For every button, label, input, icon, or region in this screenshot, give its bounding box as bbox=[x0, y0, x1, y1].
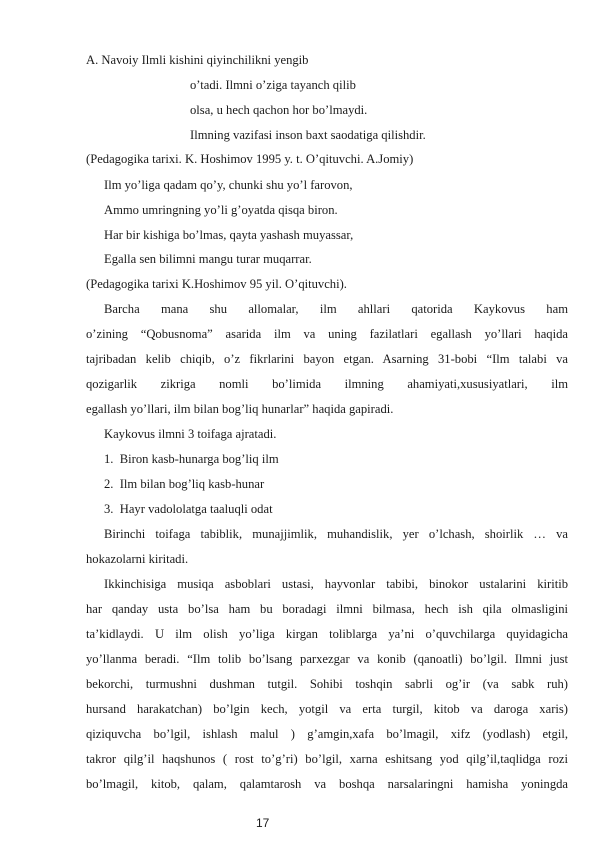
poem-line: Ammo umringning yo’li g’oyatda qisqa biron. bbox=[104, 203, 338, 217]
paragraph-line: Barcha mana shu allomalar, ilm ahllari qatorida Kaykovus ham bbox=[104, 302, 568, 316]
page-number: 17 bbox=[256, 816, 270, 830]
quote-line: o’tadi. Ilmni o’ziga tayanch qilib bbox=[190, 78, 356, 92]
paragraph-line: har qanday usta bo’lsa ham bu boradagi ilmni bilmasa, hech ish qila olmasligini bbox=[86, 602, 568, 616]
poem-line: Ilm yo’liga qadam qo’y, chunki shu yo’l farovon, bbox=[104, 178, 353, 192]
paragraph-line: qozigarlik zikriga nomli bo’limida ilmning ahamiyati,xususiyatlari, ilm bbox=[86, 377, 568, 391]
poem-line: Har bir kishiga bo’lmas, qayta yashash muyassar, bbox=[104, 228, 354, 242]
paragraph-line: egallash yo’llari, ilm bilan bog’liq hunarlar” haqida gapiradi. bbox=[86, 402, 394, 416]
paragraph-line: bekorchi, turmushni dushman tutgil. Sohibi toshqin sabrli og’ir (va sabk ruh) bbox=[86, 677, 568, 691]
quote-line: olsa, u hech qachon hor bo’lmaydi. bbox=[190, 103, 368, 117]
list-item: 2. Ilm bilan bog’liq kasb-hunar bbox=[104, 477, 265, 491]
paragraph-line: tajribadan kelib chiqib, o’z fikrlarini bayon etgan. Asarning 31-bobi “Ilm talabi va bbox=[86, 352, 568, 366]
paragraph-line: Ikkinchisiga musiqa asboblari ustasi, hayvonlar tabibi, binokor ustalarini kiritib bbox=[104, 577, 568, 591]
paragraph-line: hursand harakatchan) bo’lgin kech, yotgil va erta turgil, kitob va daroga xaris) bbox=[86, 702, 568, 716]
quote-line-navoiy: A. Navoiy Ilmli kishini qiyinchilikni yengib bbox=[86, 53, 309, 67]
citation: (Pedagogika tarixi K.Hoshimov 95 yil. O’qituvchi). bbox=[86, 277, 347, 291]
paragraph-line: hokazolarni kiritadi. bbox=[86, 552, 189, 566]
paragraph-line: o’zining “Qobusnoma” asarida ilm va uning fazilatlari egallash yo’llari haqida bbox=[86, 327, 568, 341]
quote-line: Ilmning vazifasi inson baxt saodatiga qilishdir. bbox=[190, 128, 426, 142]
paragraph-line: qiziquvcha bo’lgil, ishlash malul ) g’amgin,xafa bo’lmagil, xifz (yodlash) etgil, bbox=[86, 727, 568, 741]
paragraph-line: ta’kidlaydi. U ilm olish yo’liga kirgan toliblarga ya’ni o’quvchilarga quyidagicha bbox=[86, 627, 568, 641]
paragraph-line: bo’lmagil, kitob, qalam, qalamtarosh va boshqa narsalaringni hamisha yoningda bbox=[86, 777, 568, 791]
paragraph-line: takror qilg’il haqshunos ( rost to’g’ri) bo’lgil, xarna eshitsang yod qilg’il,taqlidga rozi bbox=[86, 752, 568, 766]
poem-line: Egalla sen bilimni mangu turar muqarrar. bbox=[104, 252, 312, 266]
list-item: 3. Hayr vadololatga taaluqli odat bbox=[104, 502, 273, 516]
paragraph-line: Kaykovus ilmni 3 toifaga ajratadi. bbox=[104, 427, 277, 441]
citation: (Pedagogika tarixi. K. Hoshimov 1995 y. t. O’qituvchi. A.Jomiy) bbox=[86, 152, 414, 166]
list-item: 1. Biron kasb-hunarga bog’liq ilm bbox=[104, 452, 279, 466]
paragraph-line: Birinchi toifaga tabiblik, munajjimlik, muhandislik, yer o’lchash, shoirlik … va bbox=[104, 527, 568, 541]
paragraph-line: yo’llanma beradi. “Ilm tolib bo’lsang parxezgar va konib (qanoatli) bo’lgil. Ilmni just bbox=[86, 652, 568, 666]
